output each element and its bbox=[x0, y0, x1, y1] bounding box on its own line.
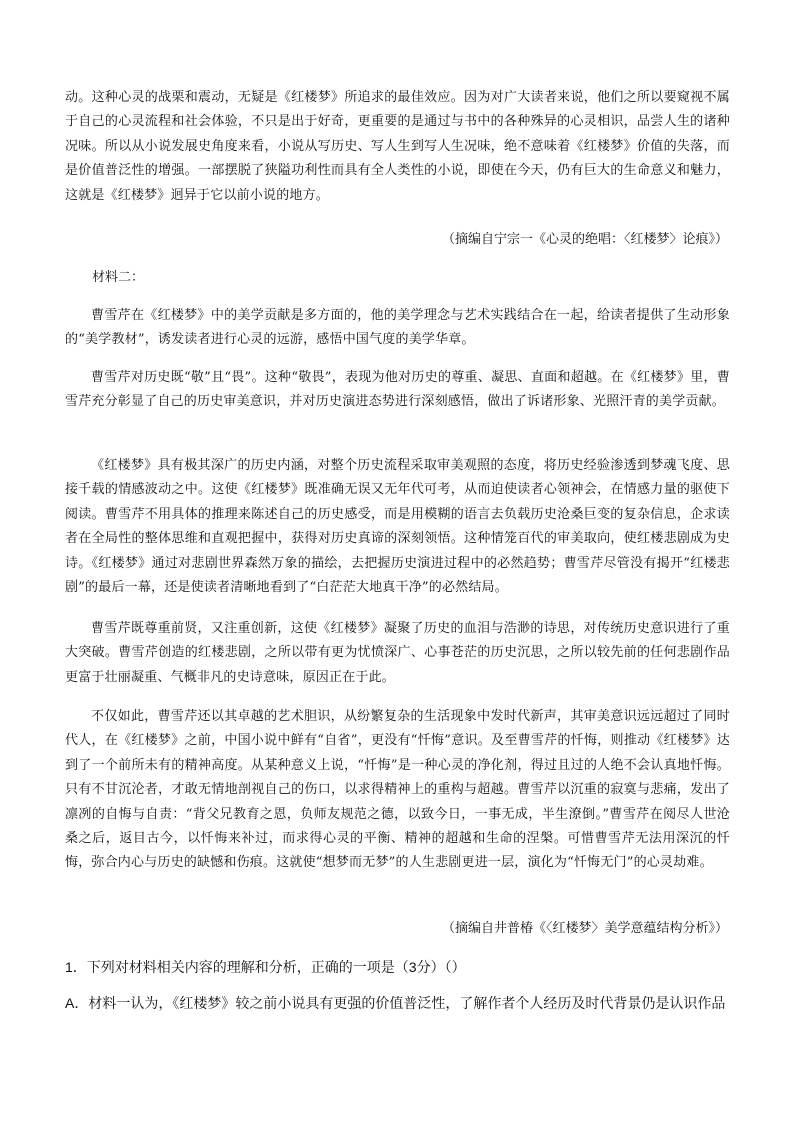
source-citation-2: （摘编自井普椿《〈红楼梦〉美学意蕴结构分析》） bbox=[441, 921, 728, 936]
paragraph-4: 《红楼梦》具有极其深广的历史内涵，对整个历史流程采取审美观照的态度，将历史经验渗透到梦魂飞度、思接千载的情感波动之中。这使《红楼梦》既准确无误又无年代可考，从而迫使读者心领神会，在情感力量的驱使下阅读。曹雪芹不用具体的推理来陈述自己的历史感受，而是用模糊的语言去负载历史沧桑巨变的复杂信息，企求读者在全局性的整体思维和直观把握中，获得对历史真谛的深刻领悟。这种情笼百代的审美取向，使红楼悲剧成为史诗。《红楼梦》通过对悲剧世界森然万象的描绘，去把握历史演进过程中的必然趋势；曹雪芹尽管没有揭开“红楼悲剧”的最后一幕，还是使读者清晰地看到了“白茫茫大地真干净”的必然结局。 bbox=[65, 458, 730, 596]
source-citation-1: （摘编自宁宗一《心灵的绝唱：〈红楼梦〉论痕》） bbox=[441, 232, 728, 247]
paragraph-5: 曹雪芹既尊重前贤，又注重创新，这使《红楼梦》凝聚了历史的血泪与浩渺的诗思，对传统历史意识进行了重大突破。曹雪芹创造的红楼悲剧，之所以带有更为忧愤深广、心事苍茫的历史沉思，之所以较先前的任何悲剧作品更富于壮丽凝重、气概非凡的史诗意味，原因正在于此。 bbox=[65, 621, 730, 685]
paragraph-2: 曹雪芹在《红楼梦》中的美学贡献是多方面的，他的美学理念与艺术实践结合在一起，给读者提供了生动形象的“美学教材”，诱发读者进行心灵的远游，感悟中国气度的美学华章。 bbox=[65, 308, 730, 348]
question-1-stem: 1．下列对材料相关内容的理解和分析，正确的一项是（3分）（） bbox=[65, 959, 466, 975]
paragraph-3: 曹雪芹对历史既“敬”且“畏”。这种“敬畏”，表现为他对历史的尊重、凝思、直面和超越。在《红楼梦》里，曹雪芹充分彰显了自己的历史审美意识，并对历史演进态势进行深刻感悟，做出了诉诸形象、光照汗青的美学贡献。 bbox=[65, 370, 730, 410]
paragraph-1: 动。这种心灵的战栗和震动，无疑是《红楼梦》所追求的最佳效应。因为对广大读者来说，他们之所以要窥视不属于自己的心灵流程和社会体验，不只是出于好奇，更重要的是通过与书中的各种殊异的心灵相识，品尝人生的诸种况味。所以从小说发展史角度来看，小说从写历史、写人生到写人生况味，绝不意味着《红楼梦》价值的失落，而是价值普泛性的增强。一部摆脱了狭隘功利性而具有全人类性的小说，即使在今天，仍有巨大的生命意义和魅力，这就是《红楼梦》迥异于它以前小说的地方。 bbox=[65, 90, 730, 203]
material-two-heading: 材料二： bbox=[92, 270, 145, 285]
question-1-option-a: A．材料一认为，《红楼梦》较之前小说具有更强的价值普泛性，了解作者个人经历及时代背景仍是认识作品 bbox=[65, 995, 726, 1011]
paragraph-6: 不仅如此，曹雪芹还以其卓越的艺术胆识，从纷繁复杂的生活现象中发时代新声，其审美意识远远超过了同时代人，在《红楼梦》之前，中国小说中鲜有“自省”，更没有“忏悔”意识。及至曹雪芹的忏悔，则推动《红楼梦》达到了一个前所未有的精神高度。从某种意义上说，“忏悔”是一种心灵的净化剂，得过且过的人绝不会认真地忏悔。只有不甘沉沦者，才敢无情地剖视自己的伤口，以求得精神上的重构与超越。曹雪芹以沉重的寂寞与悲痛，发出了凛冽的自悔与自责：“背父兄教育之恩，负师友规范之德，以致今日，一事无成，半生潦倒。”曹雪芹在阅尽人世沧桑之后，返目古今，以忏悔来补过，而求得心灵的平衡、精神的超越和生命的涅槃。可惜曹雪芹无法用深沉的忏悔，弥合内心与历史的缺憾和伤痕。这就使“想梦而无梦”的人生悲剧更进一层，演化为“忏悔无门”的心灵劫难。 bbox=[65, 709, 730, 871]
